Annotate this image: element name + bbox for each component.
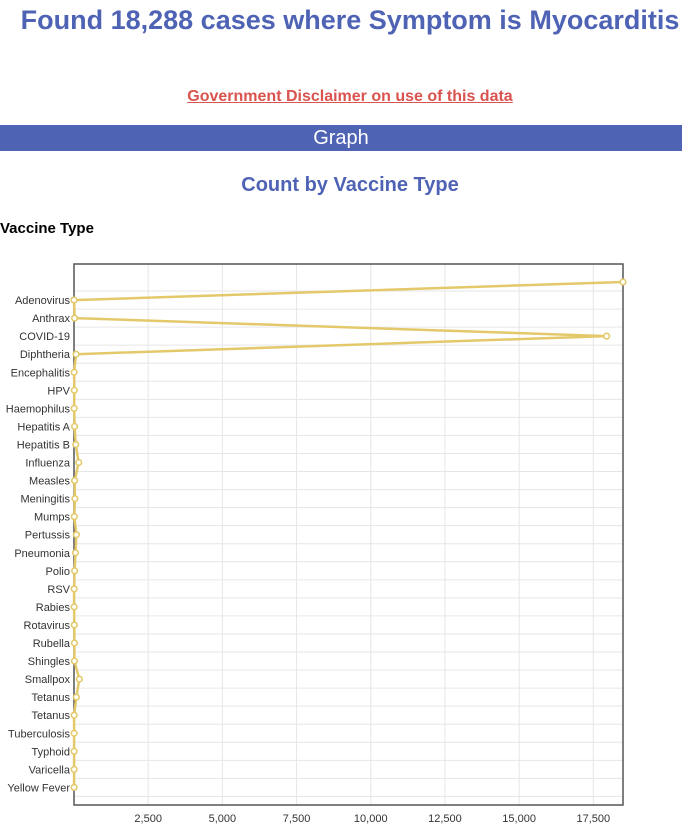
data-point xyxy=(71,514,77,520)
y-category-label: Tetanus xyxy=(31,710,70,723)
data-point xyxy=(71,712,77,718)
data-point xyxy=(72,640,78,646)
data-point xyxy=(71,369,77,375)
data-point xyxy=(620,279,626,285)
y-category-label: RSV xyxy=(47,583,70,596)
y-category-label: Hepatitis B xyxy=(16,439,70,452)
data-point xyxy=(73,442,79,448)
data-point xyxy=(72,315,78,321)
y-category-label: Anthrax xyxy=(32,313,70,326)
x-tick-label: 17,500 xyxy=(576,813,611,825)
data-point xyxy=(71,749,77,755)
data-point xyxy=(72,496,78,502)
y-category-label: Meningitis xyxy=(20,493,70,506)
data-point xyxy=(71,297,77,303)
data-point xyxy=(71,622,77,628)
data-point xyxy=(77,676,83,682)
y-category-label: Polio xyxy=(45,565,70,578)
y-category-label: Measles xyxy=(29,475,70,488)
x-tick-label: 12,500 xyxy=(428,813,462,825)
data-point xyxy=(74,694,80,700)
series-line xyxy=(74,282,623,787)
data-point xyxy=(72,478,78,484)
y-category-label: Tuberculosis xyxy=(8,728,70,741)
chart-title: Count by Vaccine Type xyxy=(241,174,459,196)
data-point xyxy=(71,604,77,610)
data-point xyxy=(76,460,82,466)
y-category-label: Haemophilus xyxy=(5,403,70,416)
y-category-label: Adenovirus xyxy=(14,295,70,308)
data-point xyxy=(72,658,78,664)
data-point xyxy=(71,785,77,791)
y-category-label: Rotavirus xyxy=(23,619,70,632)
y-category-label: Rubella xyxy=(32,638,70,650)
y-category-label: Shingles xyxy=(27,656,70,669)
y-category-label: Mumps xyxy=(33,511,70,524)
data-point xyxy=(604,333,610,339)
y-category-label: Encephalitis xyxy=(10,367,70,380)
x-tick-label: 7,500 xyxy=(282,813,311,825)
y-category-label: Diphtheria xyxy=(19,349,70,362)
data-point xyxy=(71,767,77,773)
y-category-label: COVID-19 xyxy=(19,331,70,344)
y-category-label: Pneumonia xyxy=(14,547,70,560)
data-point xyxy=(71,388,77,394)
data-point xyxy=(72,424,78,430)
graph-section-header: Graph xyxy=(0,125,682,151)
disclaimer-link[interactable]: Government Disclaimer on use of this data xyxy=(187,88,513,105)
y-category-label: Influenza xyxy=(25,457,70,470)
y-category-label: HPV xyxy=(47,385,70,398)
data-point xyxy=(71,586,77,592)
data-point xyxy=(71,730,77,736)
x-tick-label: 10,000 xyxy=(353,813,388,825)
x-tick-label: 2,500 xyxy=(134,813,162,825)
y-category-label: Pertussis xyxy=(24,529,70,542)
data-point xyxy=(72,568,78,574)
page-title: Found 18,288 cases where Symptom is Myocarditis xyxy=(20,5,680,35)
data-point xyxy=(71,406,77,412)
y-category-label: Tetanus xyxy=(31,692,70,705)
x-tick-label: 15,000 xyxy=(502,813,536,825)
x-tick-label: 5,000 xyxy=(208,813,237,825)
y-category-label: Yellow Fever xyxy=(7,782,70,795)
data-point xyxy=(73,550,79,556)
y-category-label: Rabies xyxy=(35,601,70,614)
data-point xyxy=(73,351,79,357)
y-category-label: Varicella xyxy=(28,764,70,777)
y-category-label: Typhoid xyxy=(31,746,70,759)
y-axis-label: Vaccine Type xyxy=(0,220,94,237)
y-category-label: Smallpox xyxy=(24,674,70,687)
y-category-label: Hepatitis A xyxy=(17,421,70,434)
data-point xyxy=(74,532,80,538)
